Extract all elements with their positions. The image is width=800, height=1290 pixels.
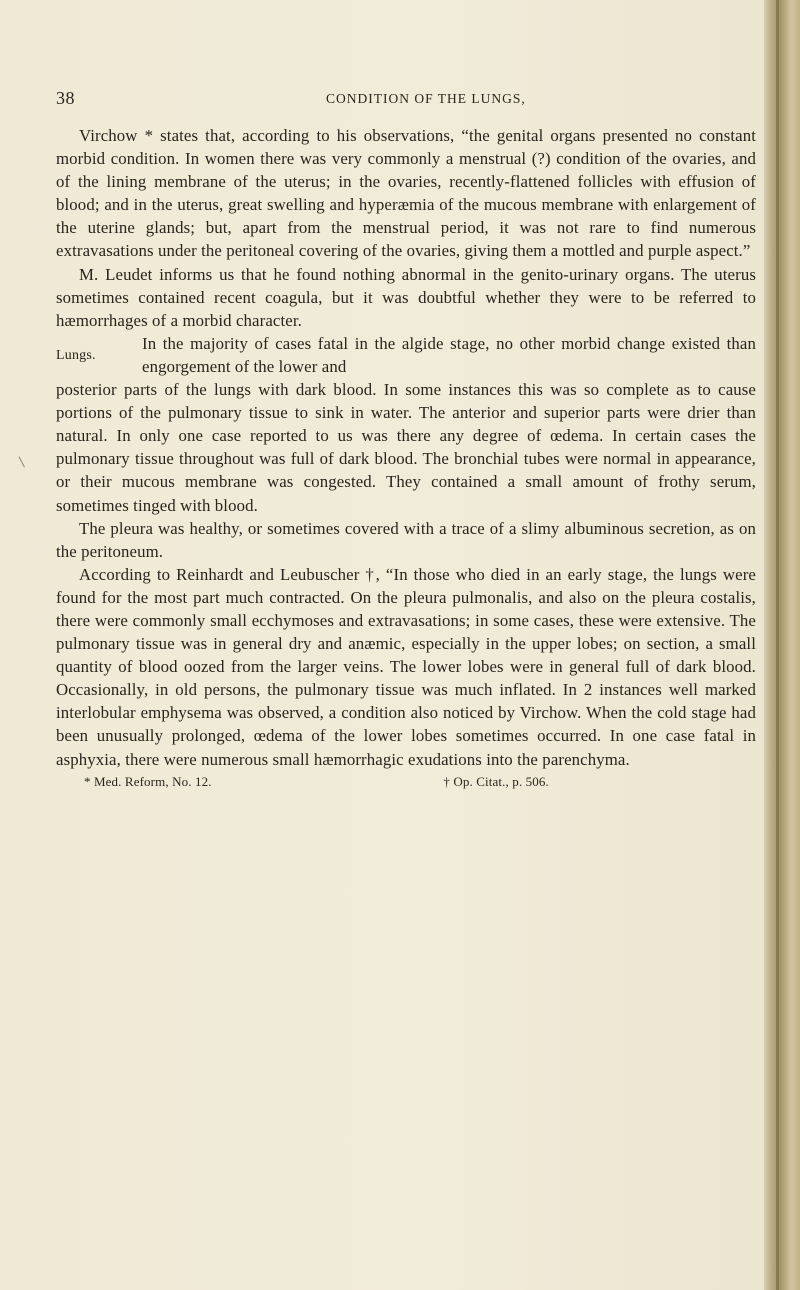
paragraph-reinhardt: According to Reinhardt and Leubuscher †, “In those who died in an early stage, the lungs were found for the most part much contracted. On the pleura pulmonalis, and also on the pleura costalis, there were commonly small ecchymoses and extravasations; in some cases, these were extensive. The pulmonary tissue was in general dry and anæmic, especially in the upper lobes; on section, a small quantity of blood oozed from the larger veins. The lower lobes were in general full of dark blood. Occasionally, in old persons, the pulmonary tissue was much inflated. In 2 instances well marked interlobular emphysema was observed, a condition also noticed by Virchow. When the cold stage had been unusually prolonged, œdema of the lower lobes sometimes occurred. In one case fatal in asphyxia, there were numerous small hæmorrhagic exudations into the parenchyma.	[56, 564, 756, 769]
footnote-med-reform: * Med. Reform, No. 12.	[84, 773, 212, 789]
footnote-op-citat: † Op. Citat., p. 506.	[443, 773, 549, 789]
footnotes	[56, 773, 756, 791]
paragraph-virchow: Virchow * states that, according to his observations, “the genital organs presented no constant morbid condition. In women there was very commonly a menstrual (?) condition of the ovaries, and of the lining membrane of the uterus; in the ovaries, recently-flattened follicles with effusion of blood; and in the uterus, great swelling and hyperæmia of the mucous membrane with enlargement of the uterine glands; but, apart from the menstrual period, it was not rare to find numerous extravasations under the peritoneal covering of the ovaries, giving them a mottled and purple aspect.”	[56, 126, 756, 261]
page-header	[56, 88, 750, 112]
margin-mark	[18, 455, 28, 468]
running-head: CONDITION OF THE LUNGS,	[326, 91, 526, 106]
page-number: 38	[56, 88, 75, 108]
sidenote-lungs: Lungs.	[56, 347, 96, 363]
paragraph-leudet: M. Leudet informs us that he found nothing abnormal in the genito-urinary organs. The uterus sometimes contained recent coagula, but it was doubtful whether they were to be referred to hæmorrhages of a morbid character.	[56, 264, 756, 330]
paragraph-pleura: The pleura was healthy, or sometimes covered with a trace of a slimy albuminous secretion, as on the peritoneum.	[56, 518, 756, 561]
paragraph-lungs-rest: posterior parts of the lungs with dark blood. In some instances this was so complete as to cause portions of the pulmonary tissue to sink in water. The anterior and superior parts were drier than natural. In only one case reported to us was there any degree of œdema. In certain cases the pulmonary tissue throughout was full of dark blood. The bronchial tubes were normal in appearance, or their mucous membrane was congested. They contained a small amount of frothy serum, sometimes tinged with blood.	[56, 380, 756, 515]
page-edge	[764, 0, 800, 1290]
paragraph-lungs	[56, 332, 756, 517]
body-text	[56, 124, 756, 791]
paragraph-lungs-lead: In the majority of cases fatal in the algide stage, no other morbid change existed than engorgement of the lower and	[142, 333, 756, 376]
